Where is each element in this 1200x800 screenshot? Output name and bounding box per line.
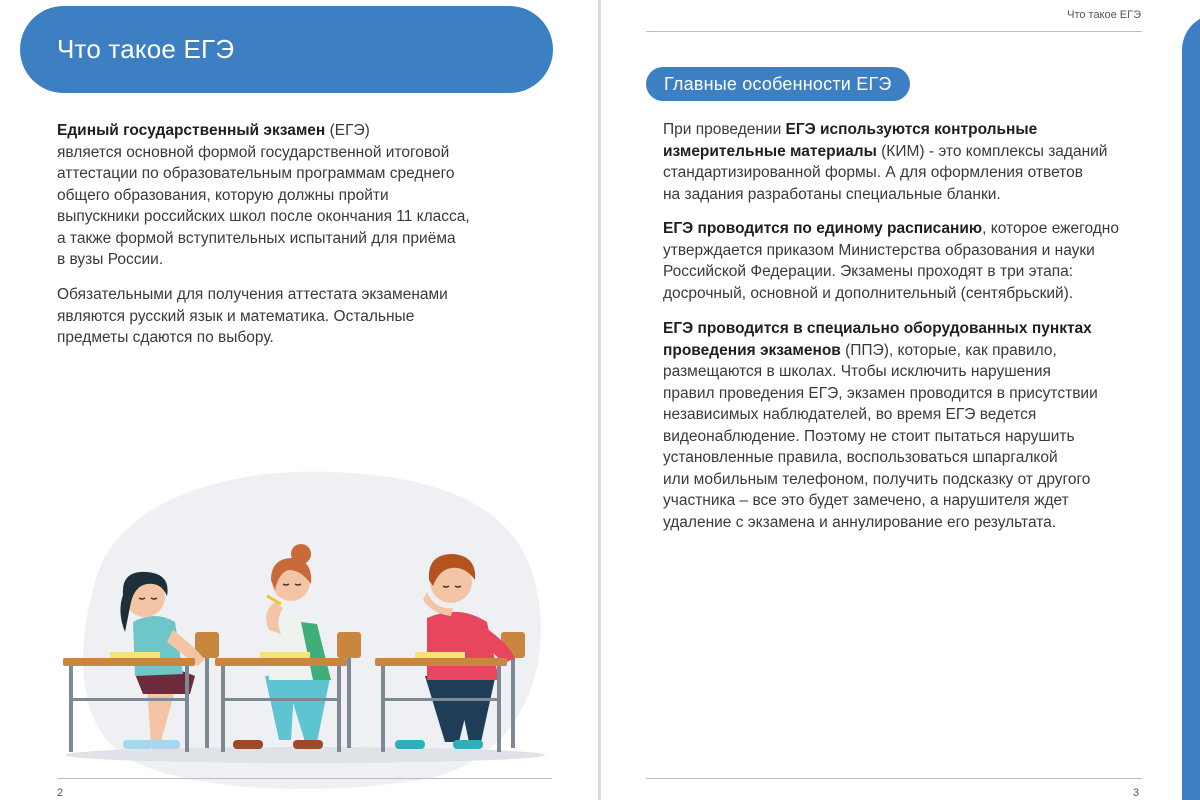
text-line: видеонаблюдение. Поэтому не стоит пытаться нарушить [663,427,1075,445]
left-page [0,0,598,800]
text-line: правил проведения ЕГЭ, экзамен проводится в присутствии [663,384,1098,402]
floor-shadow [65,747,545,763]
running-head: Что такое ЕГЭ [1067,9,1141,21]
text-line [663,141,1107,163]
text-line: утверждается приказом Министерства образования и науки [663,241,1095,259]
schedule-paragraph [663,218,1119,304]
footer-rule [646,778,1142,779]
text-line [663,318,1098,340]
header-rule [646,31,1142,32]
text-line: удаление с экзамена и аннулирование его результата. [663,513,1057,531]
bold-run: измерительные материалы [663,142,877,160]
title-banner [20,6,553,93]
text-line: независимых наблюдателей, во время ЕГЭ ведется [663,406,1037,423]
side-tab-decoration [1182,14,1200,800]
text-line: досрочный, основной и дополнительный (сентябрьский). [663,284,1074,302]
text-line: являются русский язык и математика. Остальные [57,307,415,325]
text-line: общего образования, которую должны пройти [57,186,389,204]
page-number-left: 2 [57,787,64,799]
text-line [663,340,1098,362]
text-run: При проведении [663,121,786,138]
text-line: Обязательными для получения аттестата экзаменами [57,286,448,303]
text-line: является основной формой государственной итоговой [57,143,450,161]
page-title: Что такое ЕГЭ [57,34,235,64]
bold-run: ЕГЭ проводится по единому расписанию [663,220,983,237]
intro-paragraph [57,120,537,271]
text-line: а также формой вступительных испытаний для приёма [57,229,456,247]
section-title: Главные особенности ЕГЭ [664,73,892,94]
text-line [663,119,1107,141]
intro-bold: Единый государственный экзамен [57,122,326,139]
students-taking-exam-illustration [55,462,555,792]
text-line: Российской Федерации. Экзамены проходят в три этапа: [663,263,1074,280]
text-line: предметы сдаются по выбору. [57,329,274,346]
intro-abbr: (ЕГЭ) [325,122,370,139]
text-line [663,218,1119,240]
footer-rule [57,778,552,779]
text-line: установленные правила, воспользоваться шпаргалкой [663,449,1058,466]
right-page [601,0,1200,800]
kim-paragraph [663,119,1107,205]
text-line: участника – все это будет замечено, а нарушителя ждет [663,492,1069,509]
text-line: на задания разработаны специальные бланки. [663,185,1001,203]
mandatory-subjects-paragraph [57,284,537,349]
text-line: выпускники российских школ после окончания 11 класса, [57,208,470,225]
text-line: стандартизированной формы. А для оформления ответов [663,164,1083,181]
exam-points-paragraph [663,318,1098,533]
text-line: размещаются в школах. Чтобы исключить нарушения [663,363,1051,380]
text-line: или мобильным телефоном, получить подсказку от другого [663,470,1091,488]
text-run: , которое ежегодно [982,220,1119,237]
text-line: в вузы России. [57,251,164,268]
text-run: (КИМ) - это комплексы заданий [876,142,1108,160]
text-run: (ППЭ), которые, как правило, [840,341,1057,359]
intro-line-1 [57,120,537,142]
text-line: аттестации по образовательным программам среднего [57,165,455,182]
bold-run: ЕГЭ используются контрольные [785,121,1038,138]
page-number-right: 3 [1133,787,1140,799]
section-title-pill [646,67,910,101]
bold-run: ЕГЭ проводится в специально оборудованных пунктах [663,320,1092,337]
bold-run: проведения экзаменов [663,341,841,359]
